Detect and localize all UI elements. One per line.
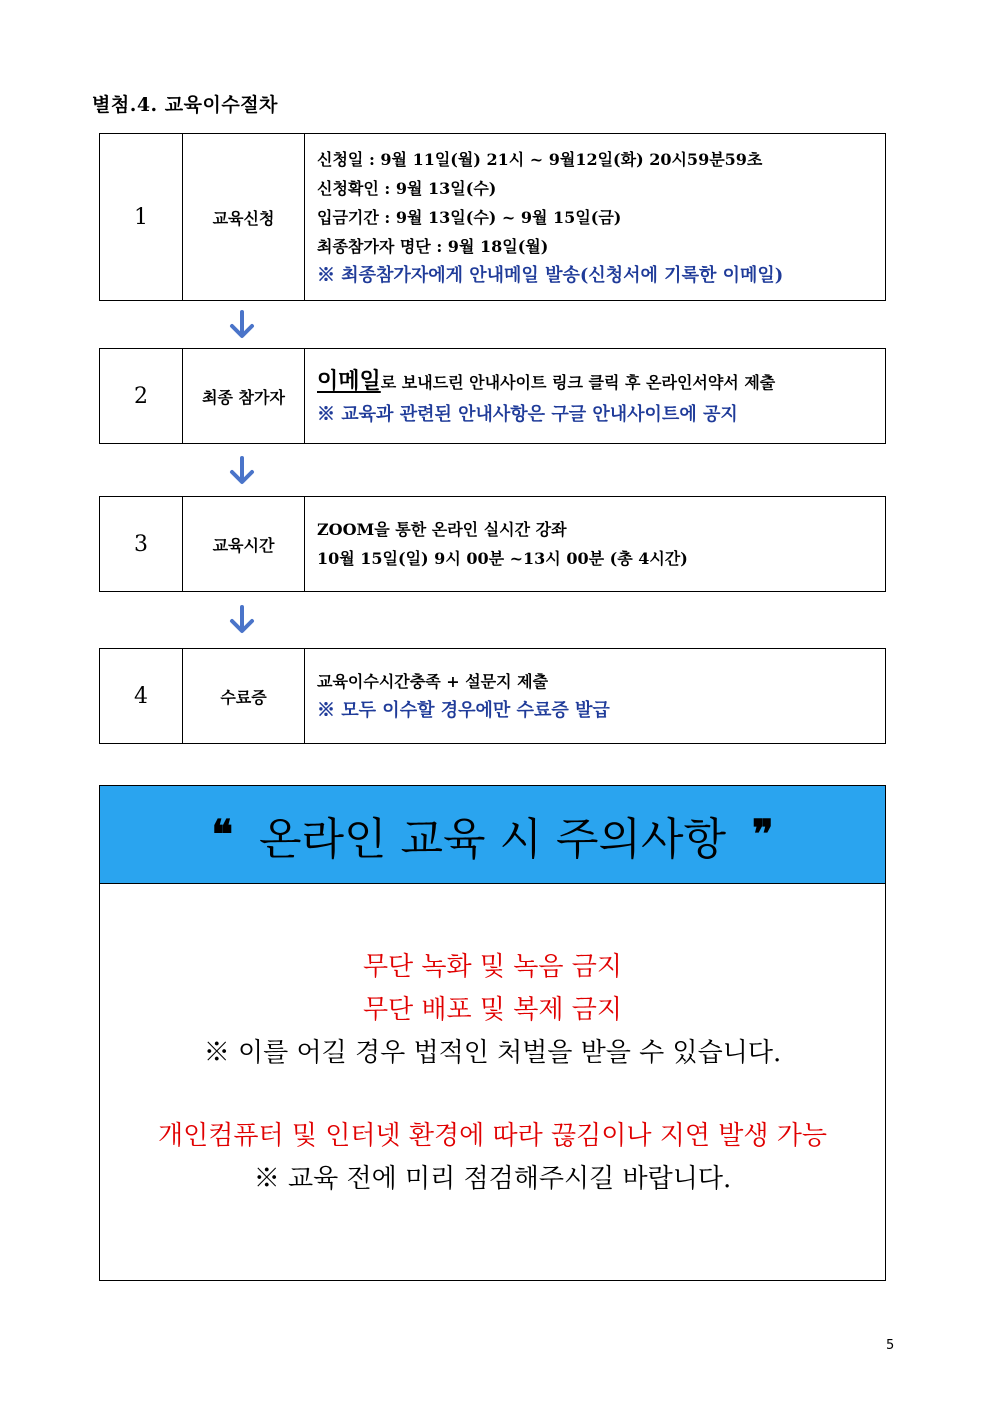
step-content <box>305 497 885 591</box>
step-4 <box>99 648 886 744</box>
step-2 <box>99 348 886 444</box>
step-note: ※ 모두 이수할 경우에만 수료증 발급 <box>317 700 610 721</box>
step-line: 신청일 : 9월 11일(월) 21시 ~ 9월12일(화) 20시59분59초 <box>317 149 763 169</box>
page-number: 5 <box>886 1338 895 1353</box>
step-number: 4 <box>100 649 183 743</box>
step-label: 교육신청 <box>183 134 305 300</box>
down-arrow-icon <box>229 456 255 486</box>
step-line <box>317 364 873 400</box>
caution-heading: 온라인 교육 시 주의사항 <box>259 813 726 865</box>
step-line: 교육이수시간충족 + 설문지 제출 <box>317 672 549 691</box>
down-arrow-icon <box>229 310 255 340</box>
open-quote-icon: ❝ <box>211 811 233 858</box>
step-3 <box>99 496 886 592</box>
warning-line: 개인컴퓨터 및 인터넷 환경에 따라 끊김이나 지연 발생 가능 <box>158 1121 827 1151</box>
warning-line: 무단 배포 및 복제 금지 <box>362 995 623 1025</box>
caution-box <box>99 785 886 1281</box>
step-line: ZOOM을 통한 온라인 실시간 강좌 <box>317 520 567 539</box>
step-content <box>305 349 885 443</box>
warning-note: ※ 이를 어길 경우 법적인 처벌을 받을 수 있습니다. <box>203 1038 782 1068</box>
step-line: 10월 15일(일) 9시 00분 ~13시 00분 (총 4시간) <box>317 549 688 568</box>
step-number: 2 <box>100 349 183 443</box>
step-line: 최종참가자 명단 : 9월 18일(월) <box>317 236 549 256</box>
step-line: 입금기간 : 9월 13일(수) ~ 9월 15일(금) <box>317 207 622 227</box>
step-content <box>305 134 885 300</box>
caution-header <box>100 786 885 884</box>
warning-line: 무단 녹화 및 녹음 금지 <box>362 952 623 982</box>
step-note: ※ 최종참가자에게 안내메일 발송(신청서에 기록한 이메일) <box>317 264 784 286</box>
step-line: 신청확인 : 9월 13일(수) <box>317 178 497 198</box>
step-content <box>305 649 885 743</box>
step-number: 3 <box>100 497 183 591</box>
step-1 <box>99 133 886 301</box>
down-arrow-icon <box>229 605 255 635</box>
step-line-rest: 로 보내드린 안내사이트 링크 클릭 후 온라인서약서 제출 <box>380 372 776 392</box>
caution-body <box>100 946 885 1201</box>
step-label: 수료증 <box>183 649 305 743</box>
close-quote-icon: ❞ <box>752 811 774 858</box>
step-note: ※ 교육과 관련된 안내사항은 구글 안내사이트에 공지 <box>317 403 738 425</box>
step-number: 1 <box>100 134 183 300</box>
step-label: 최종 참가자 <box>183 349 305 443</box>
step-label: 교육시간 <box>183 497 305 591</box>
step-emphasis: 이메일 <box>317 367 381 394</box>
spacer <box>100 1075 885 1115</box>
page-title: 별첨.4. 교육이수절차 <box>92 94 278 116</box>
warning-note: ※ 교육 전에 미리 점검해주시길 바랍니다. <box>253 1164 732 1194</box>
